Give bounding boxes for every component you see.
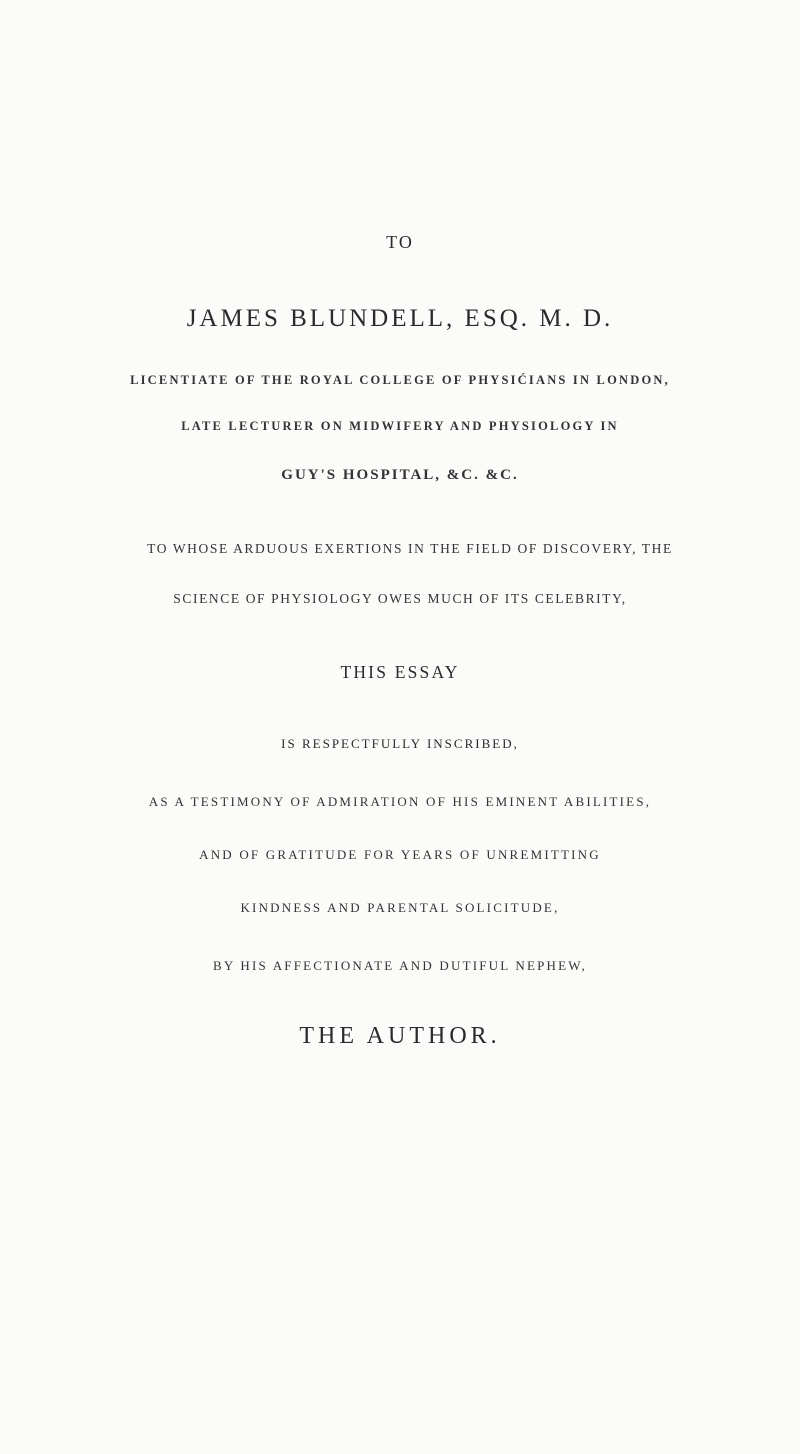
credential-line: GUY'S HOSPITAL, &C. &C. — [281, 467, 519, 483]
essay-heading: THIS ESSAY — [340, 662, 460, 682]
credential-line: LICENTIATE OF THE ROYAL COLLEGE OF PHYSIĆIANS IN LONDON, — [130, 373, 670, 387]
body-line: KINDNESS AND PARENTAL SOLICITUDE, — [240, 900, 560, 915]
body-line: AS A TESTIMONY OF ADMIRATION OF HIS EMINENT ABILITIES, — [148, 794, 652, 809]
body-line: BY HIS AFFECTIONATE AND DUTIFUL NEPHEW, — [213, 958, 587, 973]
body-line: AND OF GRATITUDE FOR YEARS OF UNREMITTING — [199, 847, 601, 862]
dedication-to-heading: TO — [386, 232, 414, 252]
author-signature: THE AUTHOR. — [299, 1023, 501, 1049]
credential-line: LATE LECTURER ON MIDWIFERY AND PHYSIOLOGY IN — [181, 419, 619, 433]
dedication-line: TO WHOSE ARDUOUS EXERTIONS IN THE FIELD OF DISCOVERY, THE — [147, 541, 673, 556]
dedicatee-name: JAMES BLUNDELL, ESQ. M. D. — [186, 305, 614, 332]
inscribed-line: IS RESPECTFULLY INSCRIBED, — [281, 736, 519, 751]
dedication-line: SCIENCE OF PHYSIOLOGY OWES MUCH OF ITS CELEBRITY, — [173, 591, 627, 606]
